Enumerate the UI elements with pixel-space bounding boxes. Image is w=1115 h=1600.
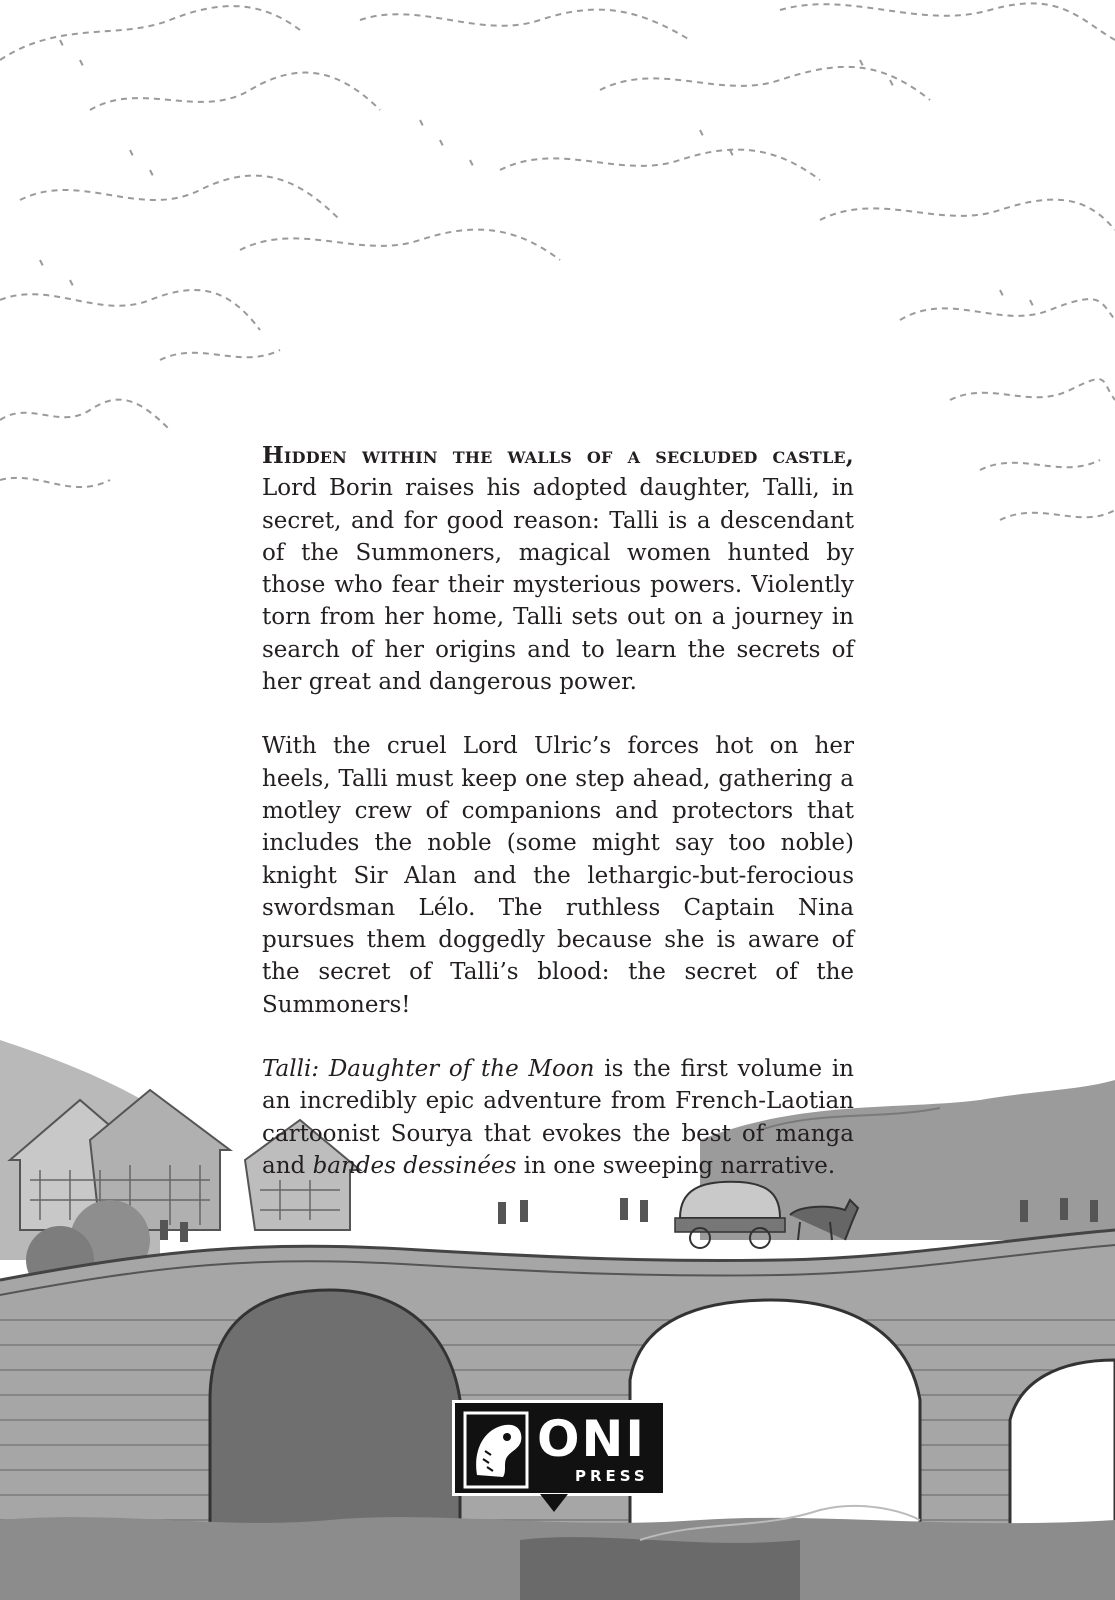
- blurb-paragraph-1-text: Lord Borin raises his adopted daughter, Talli, in secret, and for good reason: Talli is a descendant of the Summoners, magical women hunted by those who fear their mysterious powers. Violently torn from her home, Talli sets out on a journey in search of her origins and to learn the secrets of her great and dangerous power.: [262, 475, 854, 696]
- logo-wordmark: ONI: [537, 1410, 646, 1468]
- blurb-lead-in: Hidden within the walls of a secluded castle,: [262, 442, 854, 469]
- back-cover-blurb: [262, 440, 854, 1214]
- blurb-paragraph-2: With the cruel Lord Ulric’s forces hot on her heels, Talli must keep one step ahead, gathering a motley crew of companions and protectors that includes the noble (some might say too noble) knight Sir Alan and the lethargic-but-ferocious swordsman Lélo. The ruthless Captain Nina pursues them doggedly because she is aware of the secret of Talli’s blood: the secret of the Summoners!: [262, 733, 854, 1018]
- blurb-paragraph-3: [262, 1053, 854, 1182]
- blurb-paragraph-1: [262, 440, 854, 698]
- logo-subtitle: PRESS: [575, 1467, 649, 1485]
- logo-box: [452, 1400, 666, 1496]
- logo-pointer: [540, 1494, 568, 1512]
- bird-head-icon: [463, 1411, 529, 1489]
- oni-press-logo: [452, 1400, 666, 1512]
- blurb-paragraph-3-end: in one sweeping narrative.: [516, 1152, 836, 1179]
- bandes-dessinees: bandes dessinées: [312, 1152, 517, 1179]
- book-title: Talli: Daughter of the Moon: [262, 1056, 595, 1083]
- blurb-paragraph-3-mid: is the first volume in an incredibly epic adventure from French-Laotian cartoonist Sourya that evokes the best of manga and: [262, 1056, 854, 1179]
